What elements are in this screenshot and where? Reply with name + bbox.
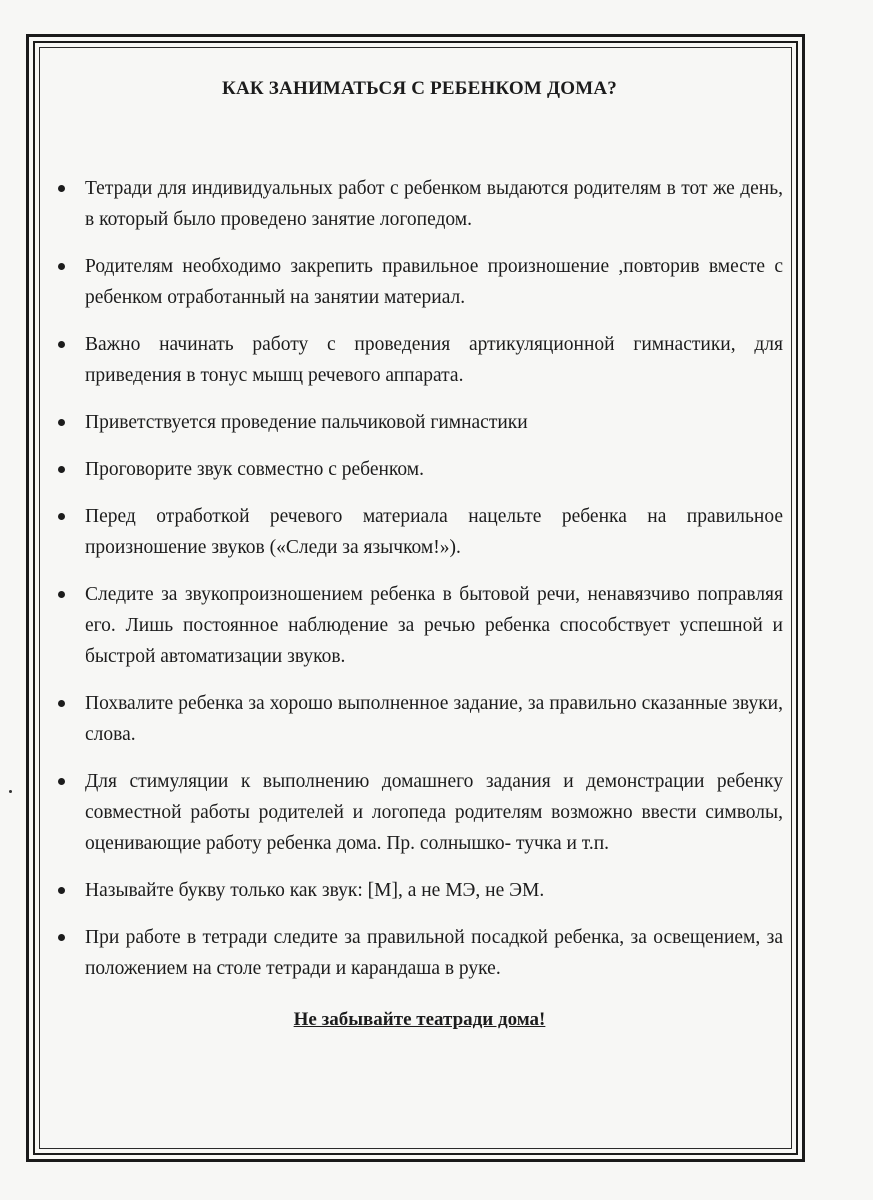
scan-speck	[9, 790, 12, 793]
tip-item: Следите за звукопроизношением ребенка в бытовой речи, ненавязчиво поправляя его. Лишь постоянное наблюдение за речью ребенка способствует успешной и быстрой автоматизации звуков.	[58, 579, 783, 672]
document-body	[58, 78, 783, 1031]
tip-item: Важно начинать работу с проведения артикуляционной гимнастики, для приведения в тонус мышц речевого аппарата.	[58, 329, 783, 391]
tip-item: При работе в тетради следите за правильной посадкой ребенка, за освещением, за положением на столе тетради и карандаша в руке.	[58, 922, 783, 984]
tip-item: Тетради для индивидуальных работ с ребенком выдаются родителям в тот же день, в который было проведено занятие логопедом.	[58, 173, 783, 235]
tip-item: Проговорите звук совместно с ребенком.	[58, 454, 783, 485]
tip-item: Перед отработкой речевого материала нацельте ребенка на правильное произношение звуков («Следи за язычком!»).	[58, 501, 783, 563]
tip-item: Родителям необходимо закрепить правильное произношение ,повторив вместе с ребенком отработанный на занятии материал.	[58, 251, 783, 313]
document-title: КАК ЗАНИМАТЬСЯ С РЕБЕНКОМ ДОМА?	[221, 78, 617, 99]
tips-list	[58, 173, 783, 984]
tip-item: Похвалите ребенка за хорошо выполненное задание, за правильно сказанные звуки, слова.	[58, 688, 783, 750]
footer-reminder: Не забывайте театради дома!	[293, 1009, 546, 1030]
tip-item: Для стимуляции к выполнению домашнего задания и демонстрации ребенку совместной работы родителей и логопеда родителям возможно ввести символы, оценивающие работу ребенка дома. Пр. солнышко- тучка и т.п.	[58, 766, 783, 859]
tip-item: Называйте букву только как звук: [М], а не МЭ, не ЭМ.	[58, 875, 783, 906]
tip-item: Приветствуется проведение пальчиковой гимнастики	[58, 407, 783, 438]
